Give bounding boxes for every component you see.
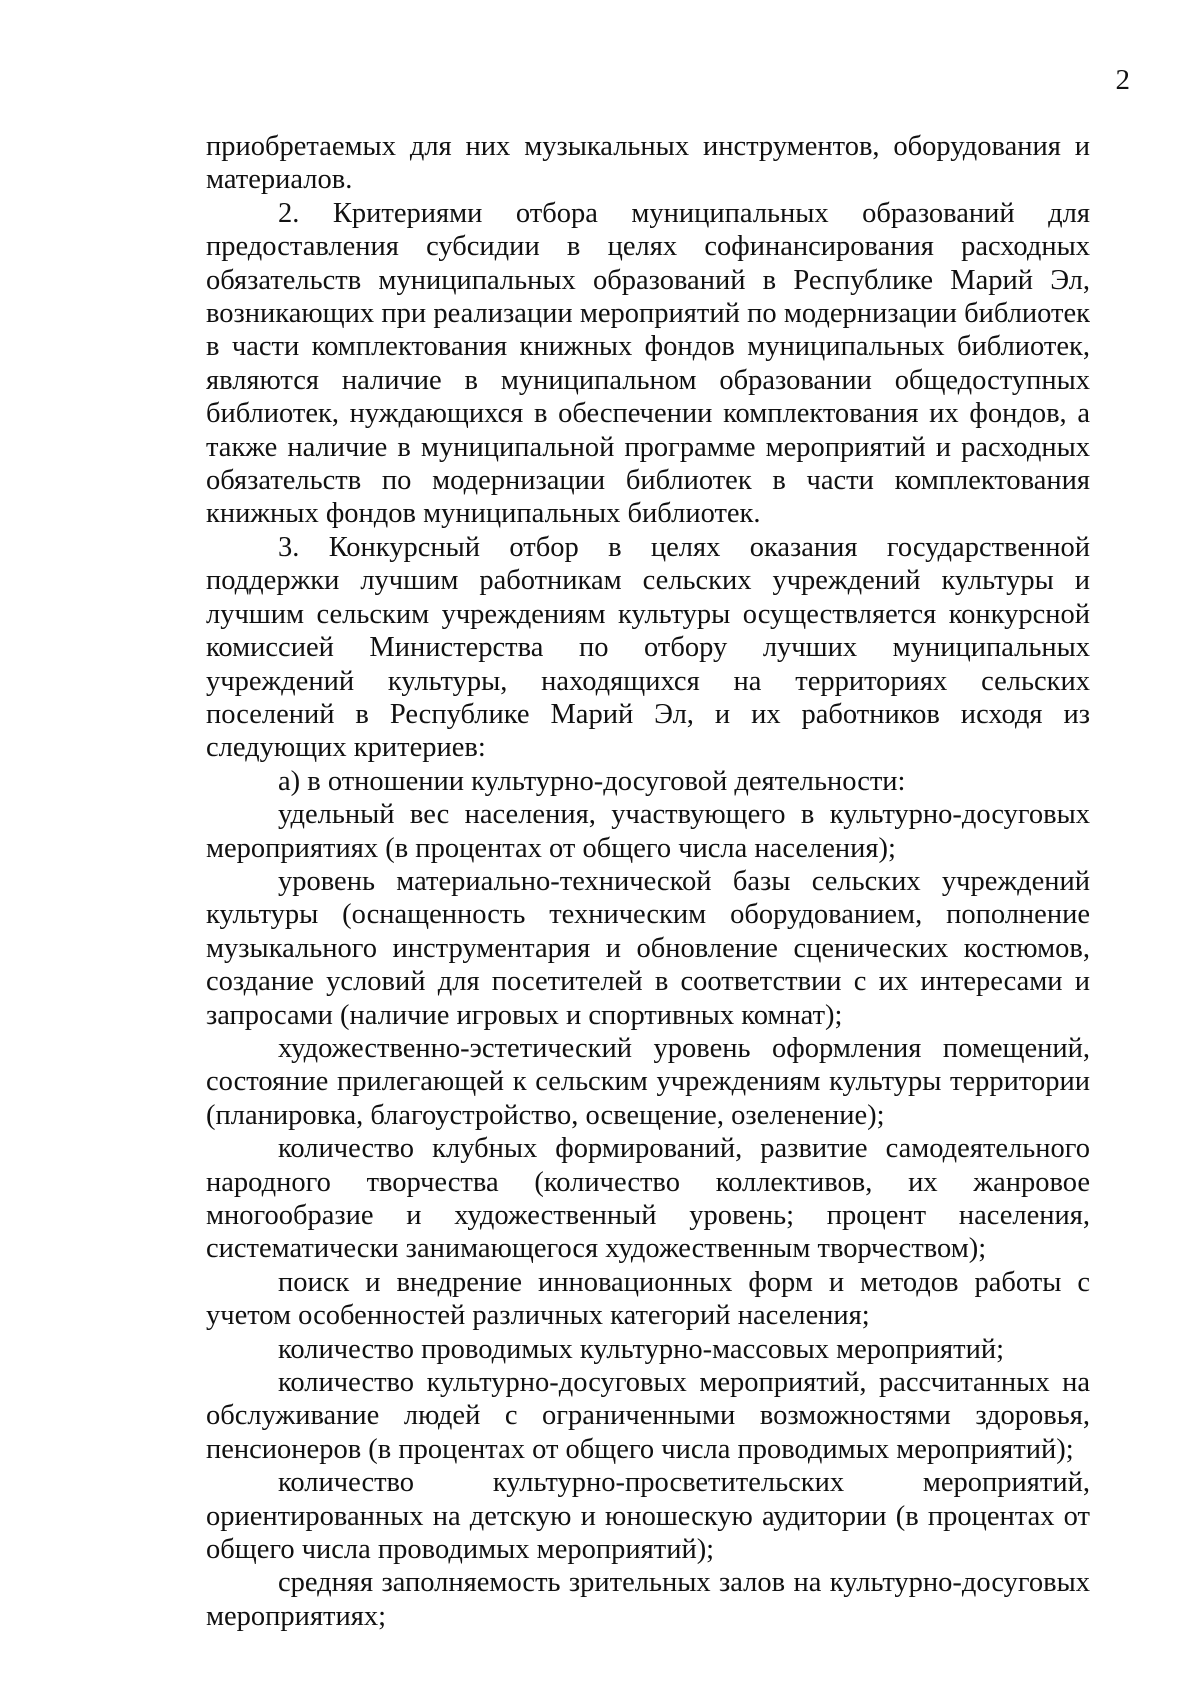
paragraph: 3. Конкурсный отбор в целях оказания государственной поддержки лучшим работникам сельских учреждений культуры и лучшим сельским учреждениям культуры осуществляется конкурсной комиссией Министерства по отбору лучших муниципальных учреждений культуры, находящихся на территориях сельских поселений в Республике Марий Эл, и их работников исходя из следующих критериев: <box>206 531 1090 764</box>
paragraph: количество культурно-досуговых мероприятий, рассчитанных на обслуживание людей с ограниченными возможностями здоровья, пенсионеров (в процентах от общего числа проводимых мероприятий); <box>206 1367 1090 1465</box>
paragraph: художественно-эстетический уровень оформления помещений, состояние прилегающей к сельским учреждениям культуры территории (планировка, благоустройство, освещение, озеленение); <box>206 1032 1090 1131</box>
page-number: 2 <box>1115 64 1130 96</box>
paragraph: а) в отношении культурно-досуговой деятельности: <box>278 765 906 797</box>
paragraph: 2. Критериями отбора муниципальных образований для предоставления субсидии в целях софинансирования расходных обязательств муниципальных образований в Республике Марий Эл, возникающих при реализации мероприятий по модернизации библиотек в части комплектования книжных фондов муниципальных библиотек, являются наличие в муниципальном образовании общедоступных библиотек, нуждающихся в обеспечении комплектования их фондов, а также наличие в муниципальной программе мероприятий и расходных обязательств по модернизации библиотек в части комплектования книжных фондов муниципальных библиотек. <box>206 197 1090 530</box>
paragraph: средняя заполняемость зрительных залов на культурно-досуговых мероприятиях; <box>206 1567 1090 1632</box>
paragraph: удельный вес населения, участвующего в культурно-досуговых мероприятиях (в процентах от общего числа населения); <box>206 799 1090 864</box>
paragraph: уровень материально-технической базы сельских учреждений культуры (оснащенность техническим оборудованием, пополнение музыкального инструментария и обновление сценических костюмов, создание условий для посетителей в соответствии с их интересами и запросами (наличие игровых и спортивных комнат); <box>206 865 1090 1031</box>
paragraph: количество культурно-просветительских мероприятий, ориентированных на детскую и юношескую аудитории (в процентах от общего числа проводимых мероприятий); <box>206 1467 1090 1566</box>
paragraph: количество клубных формирований, развитие самодеятельного народного творчества (количество коллективов, их жанровое многообразие и художественный уровень; процент населения, систематически занимающегося художественным творчеством); <box>206 1133 1090 1265</box>
paragraph: поиск и внедрение инновационных форм и методов работы с учетом особенностей различных категорий населения; <box>206 1266 1090 1332</box>
document-body <box>206 130 1090 1633</box>
paragraph: количество проводимых культурно-массовых мероприятий; <box>278 1333 1005 1365</box>
paragraph: приобретаемых для них музыкальных инструментов, оборудования и материалов. <box>206 131 1090 196</box>
